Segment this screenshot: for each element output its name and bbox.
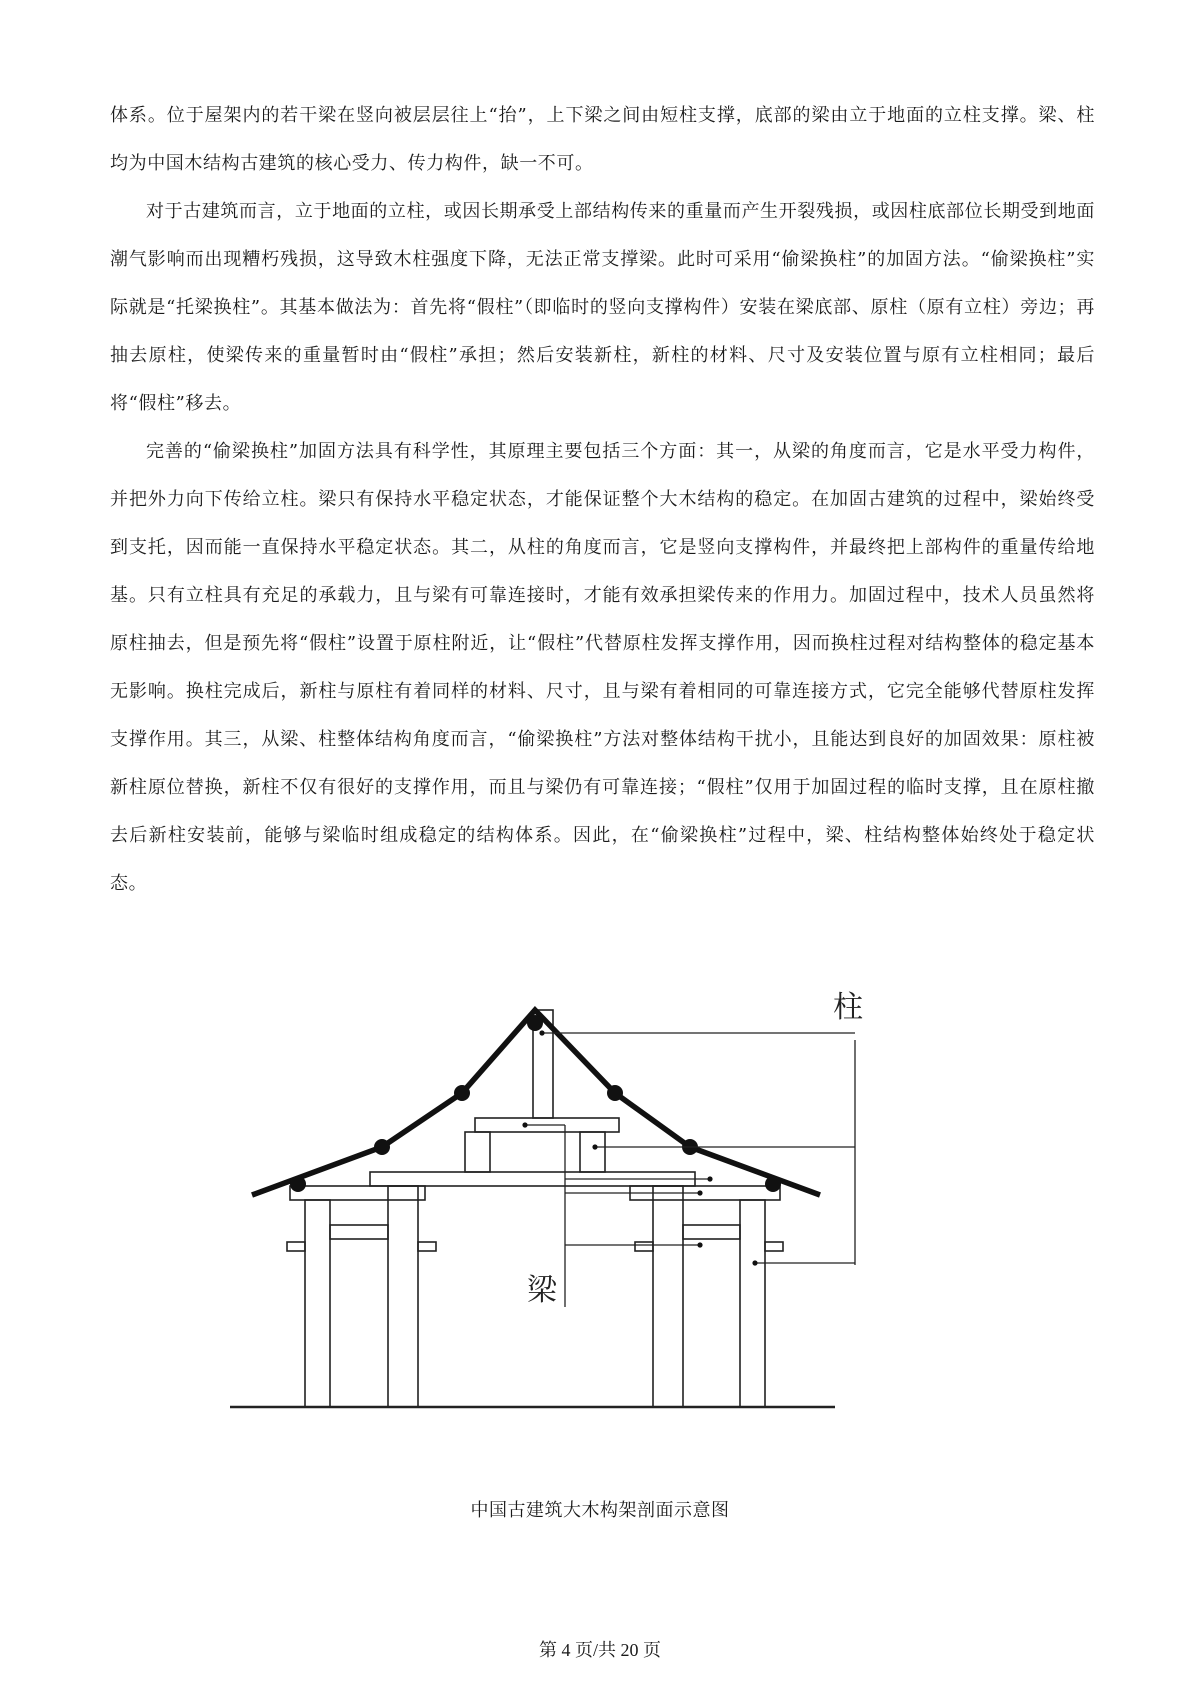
diagram-offset-group xyxy=(230,990,863,1407)
eave-column-right xyxy=(740,1200,765,1407)
eave-beam-left xyxy=(290,1186,425,1200)
article-body xyxy=(110,92,1095,908)
short-post-right xyxy=(580,1132,605,1172)
purlin-3 xyxy=(454,1085,470,1101)
paragraph-1: 体系。位于屋架内的若干梁在竖向被层层往上“抬”，上下梁之间由短柱支撑，底部的梁由立于地面的立柱支撑。梁、柱均为中国木结构古建筑的核心受力、传力构件，缺一不可。 xyxy=(110,105,1095,174)
purlins xyxy=(290,1015,781,1192)
column-label: 柱 xyxy=(833,990,863,1025)
main-column-right xyxy=(653,1186,683,1407)
purlin-1 xyxy=(290,1176,306,1192)
purlin-6 xyxy=(765,1176,781,1192)
tenon-right-inner xyxy=(635,1242,653,1251)
tenon-right-outer xyxy=(765,1242,783,1251)
purlin-4 xyxy=(607,1085,623,1101)
column-leader-dots xyxy=(539,1030,757,1265)
paragraph-3: 完善的“偷梁换柱”加固方法具有科学性，其原理主要包括三个方面：其一，从梁的角度而言，它是水平受力构件，并把外力向下传给立柱。梁只有保持水平稳定状态，才能保证整个大木结构的稳定。在加固古建筑的过程中，梁始终受到支托，因而能一直保持水平稳定状态。其二，从柱的角度而言，它是竖向支撑构件，并最终把上部构件的重量传给地基。只有立柱具有充足的承载力，且与梁有可靠连接时，才能有效承担梁传来的作用力。加固过程中，技术人员虽然将原柱抽去，但是预先将“假柱”设置于原柱附近，让“假柱”代替原柱发挥支撑作用，因而换柱过程对结构整体的稳定基本无影响。换柱完成后，新柱与原柱有着同样的材料、尺寸，且与梁有着相同的可靠连接方式，它完全能够代替原柱发挥支撑作用。其三，从梁、柱整体结构角度而言，“偷梁换柱”方法对整体结构干扰小，且能达到良好的加固效果：原柱被新柱原位替换，新柱不仅有很好的支撑作用，而且与梁仍有可靠连接；“假柱”仅用于加固过程的临时支撑，且在原柱撤去后新柱安装前，能够与梁临时组成稳定的结构体系。因此，在“偷梁换柱”过程中，梁、柱结构整体始终处于稳定状态。 xyxy=(110,441,1095,894)
timber-frame-diagram xyxy=(230,985,950,1465)
figure-caption: 中国古建筑大木构架剖面示意图 xyxy=(470,1500,730,1521)
purlin-2 xyxy=(374,1139,390,1155)
beam-label: 梁 xyxy=(527,1273,557,1308)
roof-outline xyxy=(252,1010,820,1195)
main-column-left xyxy=(388,1186,418,1407)
tenon-left-outer xyxy=(287,1242,305,1251)
paragraph-2: 对于古建筑而言，立于地面的立柱，或因长期承受上部结构传来的重量而产生开裂残损，或因柱底部位长期受到地面潮气影响而出现糟朽残损，这导致木柱强度下降，无法正常支撑梁。此时可采用“偷梁换柱”的加固方法。“偷梁换柱”实际就是“托梁换柱”。其基本做法为：首先将“假柱”（即临时的竖向支撑构件）安装在梁底部、原柱（原有立柱）旁边；再抽去原柱，使梁传来的重量暂时由“假柱”承担；然后安装新柱，新柱的材料、尺寸及安装位置与原有立柱相同；最后将“假柱”移去。 xyxy=(110,201,1095,414)
frame-members xyxy=(230,1010,835,1407)
page-number: 第 4 页/共 20 页 xyxy=(538,1640,661,1660)
tie-beam-left xyxy=(330,1225,388,1239)
tenon-left-inner xyxy=(418,1242,436,1251)
timber-frame-drawing xyxy=(230,985,950,1465)
tie-beam-right xyxy=(683,1225,740,1239)
purlin-ridge xyxy=(527,1015,543,1031)
short-post-left xyxy=(465,1132,490,1172)
eave-column-left xyxy=(305,1200,330,1407)
